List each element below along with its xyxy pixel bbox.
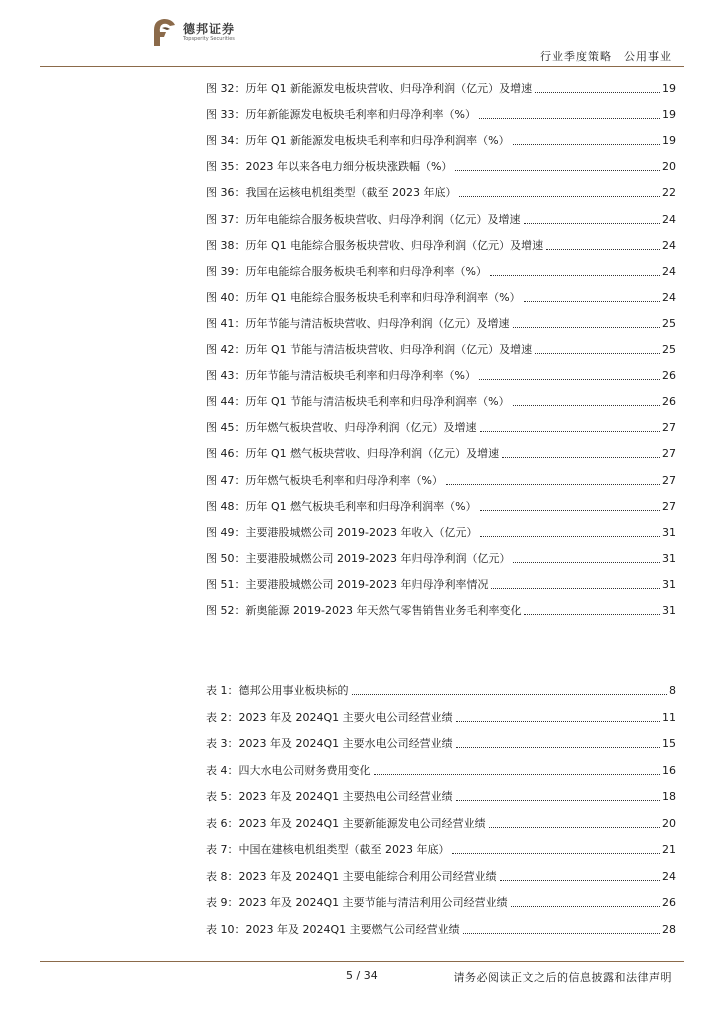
toc-page-number: 20 — [662, 160, 676, 174]
toc-page-number: 18 — [662, 790, 676, 803]
toc-entry-title: 图 36：我国在运核电机组类型（截至 2023 年底） — [206, 186, 457, 200]
toc-entry-title: 图 39：历年电能综合服务板块毛利率和归母净利率（%） — [206, 264, 487, 278]
table-toc-entry[interactable] — [206, 709, 676, 725]
toc-leader-dots — [459, 196, 660, 197]
toc-leader-dots — [513, 562, 660, 563]
toc-leader-dots — [455, 170, 660, 171]
figure-toc-entry[interactable] — [206, 80, 676, 96]
figure-toc-entry[interactable] — [206, 106, 676, 122]
toc-leader-dots — [535, 353, 660, 354]
figure-toc-entry[interactable] — [206, 315, 676, 331]
toc-page-number: 16 — [662, 763, 676, 777]
toc-leader-dots — [502, 457, 660, 458]
toc-entry-title: 图 51：主要港股城燃公司 2019-2023 年归母净利率情况 — [206, 577, 489, 591]
toc-leader-dots — [489, 827, 660, 828]
header-divider — [40, 66, 684, 67]
figure-toc-entry[interactable] — [206, 158, 676, 174]
toc-entry-title: 表 10：2023 年及 2024Q1 主要燃气公司经营业绩 — [206, 922, 460, 936]
toc-entry-title: 表 1：德邦公用事业板块标的 — [206, 684, 349, 697]
toc-entry-title: 图 34：历年 Q1 新能源发电板块毛利率和归母净利润率（%） — [206, 134, 510, 148]
figure-toc-entry[interactable] — [206, 211, 676, 227]
toc-leader-dots — [374, 774, 661, 775]
toc-leader-dots — [452, 853, 660, 854]
legal-disclaimer: 请务必阅读正文之后的信息披露和法律声明 — [453, 971, 672, 984]
figure-toc-entry[interactable] — [206, 289, 676, 305]
toc-entry-title: 图 32：历年 Q1 新能源发电板块营收、归母净利润（亿元）及增速 — [206, 82, 533, 95]
toc-leader-dots — [456, 800, 660, 801]
toc-entry-title: 表 7：中国在建核电机组类型（截至 2023 年底） — [206, 843, 450, 856]
topsperity-logo-icon — [150, 16, 178, 48]
toc-leader-dots — [524, 614, 660, 615]
toc-page-number: 24 — [662, 212, 676, 226]
toc-page-number: 20 — [662, 816, 676, 830]
toc-leader-dots — [446, 484, 660, 485]
figure-toc-entry[interactable] — [206, 550, 676, 566]
toc-leader-dots — [491, 588, 660, 589]
company-logo — [150, 16, 235, 48]
footer-divider — [40, 961, 684, 962]
table-toc-entry[interactable] — [206, 894, 676, 910]
toc-entry-title: 图 38：历年 Q1 电能综合服务板块营收、归母净利润（亿元）及增速 — [206, 238, 544, 252]
figure-toc-entry[interactable] — [206, 132, 676, 148]
toc-entry-title: 表 2：2023 年及 2024Q1 主要火电公司经营业绩 — [206, 710, 453, 724]
table-toc-entry[interactable] — [206, 682, 676, 698]
toc-page-number: 22 — [662, 186, 676, 200]
table-toc-entry[interactable] — [206, 735, 676, 751]
toc-leader-dots — [352, 694, 668, 695]
toc-leader-dots — [513, 405, 660, 406]
toc-page-number: 24 — [662, 290, 676, 304]
toc-page-number: 27 — [662, 421, 676, 435]
figure-toc-entry[interactable] — [206, 445, 676, 461]
toc-entry-title: 表 5：2023 年及 2024Q1 主要热电公司经营业绩 — [206, 790, 453, 803]
toc-page-number: 27 — [662, 447, 676, 461]
table-toc-entry[interactable] — [206, 841, 676, 857]
toc-leader-dots — [511, 906, 660, 907]
toc-page-number: 31 — [662, 604, 676, 617]
toc-entry-title: 图 49：主要港股城燃公司 2019-2023 年收入（亿元） — [206, 525, 478, 539]
figure-toc-entry[interactable] — [206, 393, 676, 409]
table-toc-entry[interactable] — [206, 868, 676, 884]
toc-leader-dots — [480, 510, 660, 511]
toc-page-number: 24 — [662, 238, 676, 252]
toc-entry-title: 图 52：新奥能源 2019-2023 年天然气零售销售业务毛利率变化 — [206, 604, 522, 617]
toc-leader-dots — [479, 118, 660, 119]
toc-entry-title: 图 48：历年 Q1 燃气板块毛利率和归母净利润率（%） — [206, 499, 477, 513]
logo-chinese-name: 德邦证券 — [183, 21, 236, 36]
toc-entry-title: 表 6：2023 年及 2024Q1 主要新能源发电公司经营业绩 — [206, 816, 486, 830]
toc-entry-title: 表 8：2023 年及 2024Q1 主要电能综合利用公司经营业绩 — [206, 869, 497, 883]
toc-page-number: 31 — [662, 577, 676, 591]
toc-leader-dots — [513, 144, 660, 145]
toc-leader-dots — [480, 536, 660, 537]
figure-toc-entry[interactable] — [206, 341, 676, 357]
table-toc-entry[interactable] — [206, 788, 676, 804]
toc-leader-dots — [456, 721, 660, 722]
toc-page-number: 19 — [662, 82, 676, 95]
toc-page-number: 8 — [669, 684, 676, 697]
toc-page-number: 27 — [662, 473, 676, 487]
toc-leader-dots — [479, 379, 660, 380]
toc-leader-dots — [456, 747, 660, 748]
figure-toc-entry[interactable] — [206, 472, 676, 488]
toc-leader-dots — [546, 249, 660, 250]
toc-entry-title: 图 41：历年节能与清洁板块营收、归母净利润（亿元）及增速 — [206, 316, 510, 330]
toc-page-number: 26 — [662, 395, 676, 409]
figure-toc-entry[interactable] — [206, 237, 676, 253]
toc-leader-dots — [513, 327, 661, 328]
toc-page-number: 19 — [662, 134, 676, 148]
toc-entry-title: 图 42：历年 Q1 节能与清洁板块营收、归母净利润（亿元）及增速 — [206, 343, 533, 356]
table-toc-entry[interactable] — [206, 762, 676, 778]
toc-entry-title: 图 45：历年燃气板块营收、归母净利润（亿元）及增速 — [206, 421, 477, 435]
toc-page-number: 27 — [662, 499, 676, 513]
figure-toc-entry[interactable] — [206, 184, 676, 200]
toc-page-number: 15 — [662, 737, 676, 750]
toc-page-number: 24 — [662, 264, 676, 278]
toc-leader-dots — [535, 92, 660, 93]
toc-page-number: 19 — [662, 108, 676, 122]
toc-leader-dots — [480, 431, 661, 432]
toc-leader-dots — [524, 301, 660, 302]
figure-toc-entry[interactable] — [206, 576, 676, 592]
toc-leader-dots — [500, 880, 660, 881]
figure-toc-entry[interactable] — [206, 367, 676, 383]
figure-toc-entry[interactable] — [206, 263, 676, 279]
toc-leader-dots — [524, 223, 661, 224]
toc-entry-title: 表 4：四大水电公司财务费用变化 — [206, 763, 371, 777]
toc-entry-title: 图 37：历年电能综合服务板块营收、归母净利润（亿元）及增速 — [206, 212, 521, 226]
toc-page-number: 21 — [662, 843, 676, 856]
table-toc-entry[interactable] — [206, 815, 676, 831]
toc-page-number: 31 — [662, 551, 676, 565]
toc-entry-title: 图 33：历年新能源发电板块毛利率和归母净利率（%） — [206, 108, 476, 122]
figure-toc-entry[interactable] — [206, 498, 676, 514]
toc-entry-title: 图 35：2023 年以来各电力细分板块涨跌幅（%） — [206, 160, 453, 174]
figure-toc-entry[interactable] — [206, 524, 676, 540]
page-number: 5 / 34 — [346, 969, 378, 982]
figure-toc-entry[interactable] — [206, 602, 676, 618]
table-toc-entry[interactable] — [206, 921, 676, 937]
toc-entry-title: 表 9：2023 年及 2024Q1 主要节能与清洁利用公司经营业绩 — [206, 896, 508, 909]
report-category: 行业季度策略 公用事业 — [540, 50, 672, 63]
toc-entry-title: 图 44：历年 Q1 节能与清洁板块毛利率和归母净利润率（%） — [206, 395, 510, 409]
toc-entry-title: 表 3：2023 年及 2024Q1 主要水电公司经营业绩 — [206, 737, 453, 750]
toc-page-number: 26 — [662, 369, 676, 383]
toc-entry-title: 图 47：历年燃气板块毛利率和归母净利率（%） — [206, 473, 443, 487]
toc-leader-dots — [490, 275, 660, 276]
toc-leader-dots — [463, 933, 660, 934]
logo-english-name: Topsperity Securities — [183, 35, 235, 42]
toc-entry-title: 图 46：历年 Q1 燃气板块营收、归母净利润（亿元）及增速 — [206, 447, 500, 461]
toc-entry-title: 图 40：历年 Q1 电能综合服务板块毛利率和归母净利润率（%） — [206, 290, 521, 304]
toc-page-number: 31 — [662, 525, 676, 539]
toc-page-number: 26 — [662, 896, 676, 909]
toc-page-number: 11 — [662, 710, 676, 724]
toc-entry-title: 图 50：主要港股城燃公司 2019-2023 年归母净利润（亿元） — [206, 551, 511, 565]
toc-entry-title: 图 43：历年节能与清洁板块毛利率和归母净利率（%） — [206, 369, 476, 383]
figure-toc-entry[interactable] — [206, 419, 676, 435]
toc-page-number: 25 — [662, 343, 676, 356]
toc-page-number: 28 — [662, 922, 676, 936]
toc-page-number: 24 — [662, 869, 676, 883]
toc-page-number: 25 — [662, 316, 676, 330]
